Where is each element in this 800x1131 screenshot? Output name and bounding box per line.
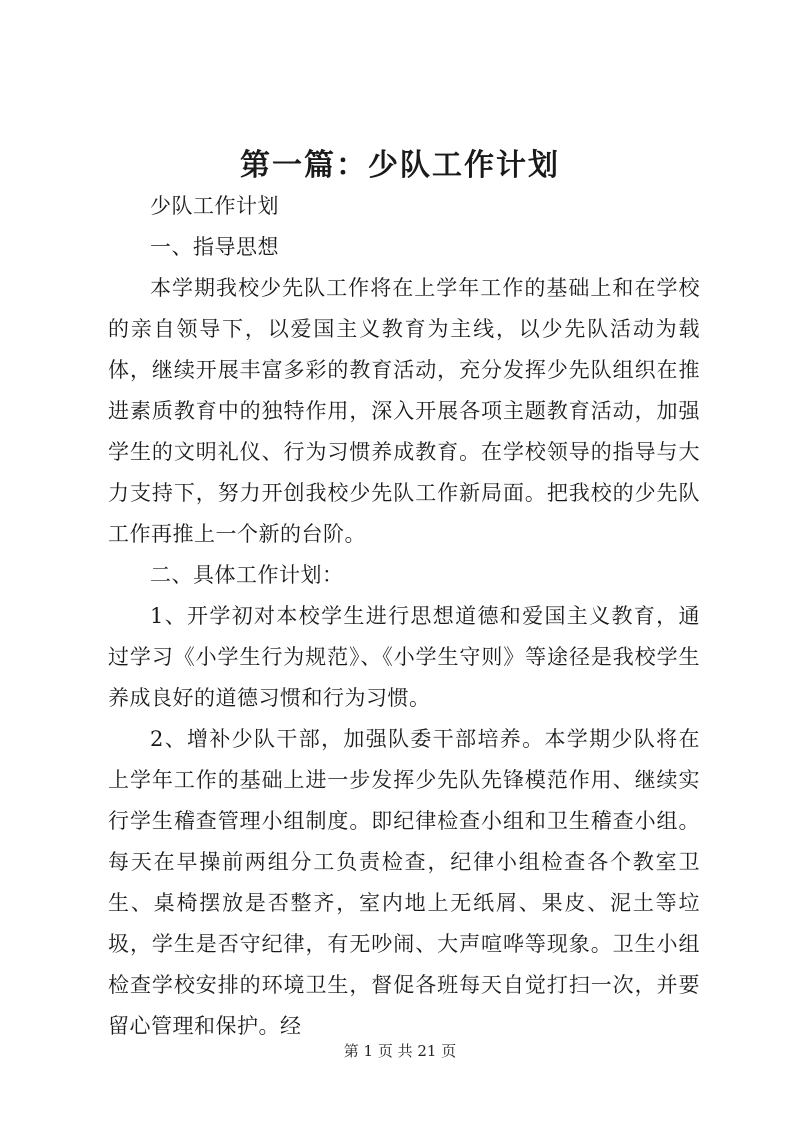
document-body [108,186,700,1047]
paragraph-subtitle: 少队工作计划 [150,194,279,218]
page-footer: 第 1 页 共 21 页 [343,1042,457,1060]
document-title: 第一篇：少队工作计划 [240,148,560,183]
paragraph-heading-guiding: 一、指导思想 [150,235,279,259]
paragraph-plan-item-2: 2、增补少队干部，加强队委干部培养。本学期少队将在上学年工作的基础上进一步发挥少先队先锋模范作用、继续实行学生稽查管理小组制度。即纪律检查小组和卫生稽查小组。每天在早操前两组分工负责检查，纪律小组检查各个教室卫生、桌椅摆放是否整齐，室内地上无纸屑、果皮、泥土等垃圾，学生是否守纪律，有无吵闹、大声喧哗等现象。卫生小组检查学校安排的环境卫生，督促各班每天自觉打扫一次，并要留心管理和保护。经 [108,727,700,1038]
paragraph-heading-plan: 二、具体工作计划： [150,563,344,587]
paragraph-guiding-content: 本学期我校少先队工作将在上学年工作的基础上和在学校的亲自领导下，以爱国主义教育为主线，以少先队活动为载体，继续开展丰富多彩的教育活动，充分发挥少先队组织在推进素质教育中的独特作用，深入开展各项主题教育活动，加强学生的文明礼仪、行为习惯养成教育。在学校领导的指导与大力支持下，努力开创我校少先队工作新局面。把我校的少先队工作再推上一个新的台阶。 [108,276,700,546]
paragraph-plan-item-1: 1、开学初对本校学生进行思想道德和爱国主义教育，通过学习《小学生行为规范》、《小学生守则》等途径是我校学生养成良好的道德习惯和行为习惯。 [108,604,700,710]
